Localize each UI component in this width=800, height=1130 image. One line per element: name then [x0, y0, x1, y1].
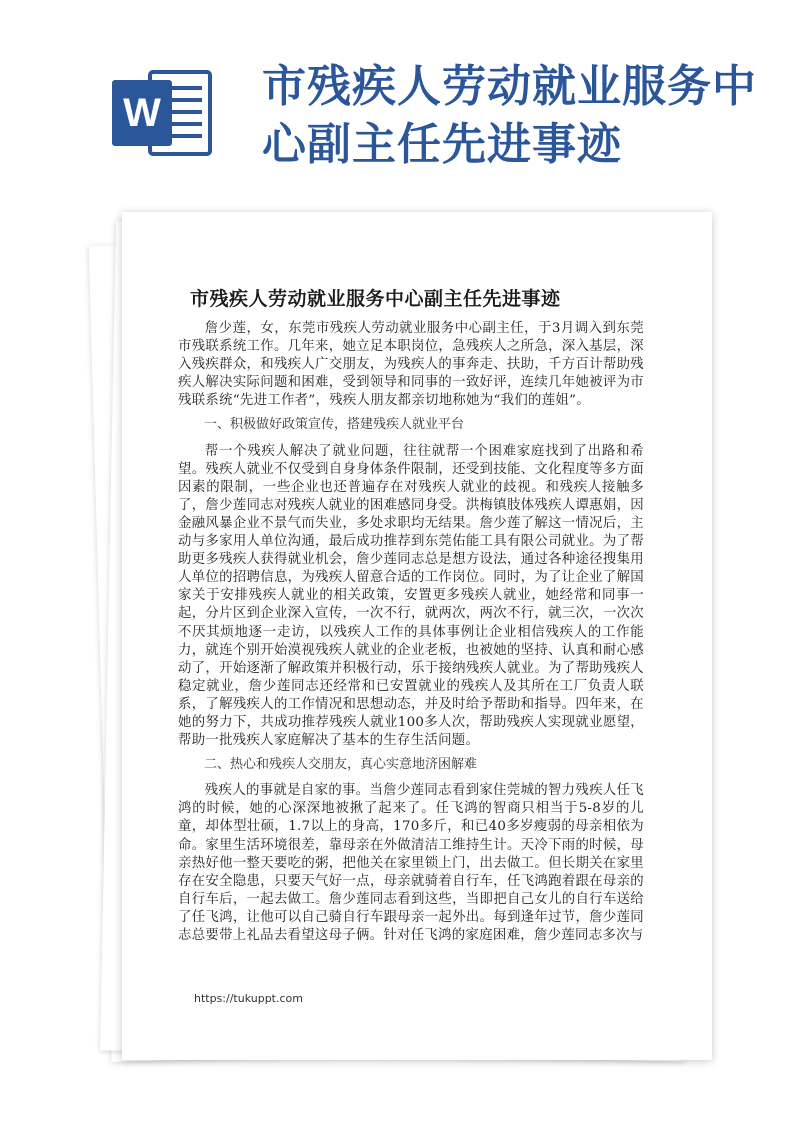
- paragraph-section-2: 残疾人的事就是自家的事。当詹少莲同志看到家住莞城的智力残疾人任飞鸿的时候，她的心深深地被揪了起来了。任飞鸿的智商只相当于5-8岁的儿童，却体型壮硕，1.7以上的身高，170多斤，和已40多岁瘦弱的母亲相依为命。家里生活环境很差，靠母亲在外做清洁工维持生计。天冷下雨的时候，母亲热好他一整天要吃的粥，把他关在家里锁上门，出去做工。但长期关在家里存在安全隐患，只要天气好一点，母亲就骑着自行车，任飞鸿跑着跟在母亲的自行车后，一起去做工。詹少莲同志看到这些，当即把自己女儿的自行车送给了任飞鸿，让他可以自己骑自行车跟母亲一起外出。每到逢年过节，詹少莲同志总要带上礼品去看望这母子俩。针对任飞鸿的家庭困难，詹少莲同志多次与: [178, 783, 644, 943]
- section-heading-1: 一、积极做好政策宣传，搭建残疾人就业平台: [204, 417, 465, 433]
- document-title: 市残疾人劳动就业服务中心副主任先进事迹: [190, 288, 561, 310]
- page-title: 市残疾人劳动就业服务中心副主任先进事迹: [262, 61, 757, 170]
- word-logo-letter: W: [123, 91, 161, 135]
- document-page: [122, 212, 712, 1060]
- footer-url: https://tukuppt.com: [194, 992, 303, 1005]
- word-app-icon: [112, 68, 214, 158]
- paragraph-section-1: 帮一个残疾人解决了就业问题，往往就帮一个困难家庭找到了出路和希望。残疾人就业不仅受到自身身体条件限制，还受到技能、文化程度等多方面因素的限制，一些企业也还普遍存在对残疾人就业的歧视。和残疾人接触多了，詹少莲同志对残疾人就业的困难感同身受。洪梅镇肢体残疾人谭惠娟，因金融风暴企业不景气而失业，多处求职均无结果。詹少莲了解这一情况后，主动与多家用人单位沟通，最后成功推荐到东莞佑能工具有限公司就业。为了帮助更多残疾人获得就业机会，詹少莲同志总是想方设法，通过各种途径搜集用人单位的招聘信息，为残疾人留意合适的工作岗位。同时，为了让企业了解国家关于安排残疾人就业的相关政策，安置更多残疾人就业，她经常和同事一起，分片区到企业深入宣传，一次不行，就两次，两次不行，就三次，一次次不厌其烦地逐一走访，以残疾人工作的具体事例让企业相信残疾人的工作能力，就连个别开始漠视残疾人就业的企业老板，也被她的坚持、认真和耐心感动了，开始逐渐了解政策并积极行动，乐于接纳残疾人就业。为了帮助残疾人稳定就业，詹少莲同志还经常和已安置就业的残疾人及其所在工厂负责人联系，了解残疾人的工作情况和思想动态，并及时给予帮助和指导。四年来，在她的努力下，共成功推荐残疾人就业100多人次，帮助残疾人实现就业愿望，帮助一批残疾人家庭解决了基本的生存生活问题。: [178, 443, 644, 749]
- paragraph-intro: 詹少莲，女，东莞市残疾人劳动就业服务中心副主任，于3月调入到东莞市残联系统工作。几年来，她立足本职岗位，急残疾人之所急，深入基层，深入残疾群众，和残疾人广交朋友，为残疾人的事奔走、扶助，千方百计帮助残疾人解决实际问题和困难，受到领导和同事的一致好评，连续几年她被评为市残联系统“先进工作者”，残疾人朋友都亲切地称她为“我们的莲姐”。: [178, 321, 644, 409]
- document-body: [178, 320, 644, 945]
- section-heading-2: 二、热心和残疾人交朋友，真心实意地济困解难: [204, 757, 478, 773]
